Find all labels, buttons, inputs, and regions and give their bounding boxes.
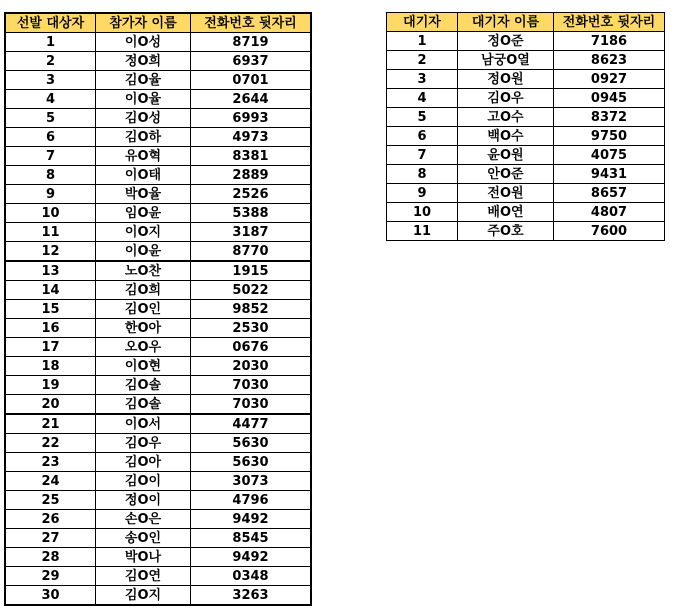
phone-digits-cell: 9750 xyxy=(554,127,665,146)
name-cell: 이O현 xyxy=(96,357,191,376)
phone-digits-cell: 9492 xyxy=(191,548,312,567)
row-number-cell: 28 xyxy=(5,548,96,567)
phone-digits-cell: 6937 xyxy=(191,52,312,71)
phone-digits-cell: 3187 xyxy=(191,223,312,242)
table-row xyxy=(5,395,311,415)
row-number-cell: 6 xyxy=(5,128,96,147)
name-cell: 김O솔 xyxy=(96,395,191,415)
phone-digits-cell: 2644 xyxy=(191,90,312,109)
row-number-cell: 12 xyxy=(5,242,96,262)
row-number-cell: 17 xyxy=(5,338,96,357)
name-cell: 박O율 xyxy=(96,185,191,204)
name-cell: 정O준 xyxy=(458,32,554,51)
phone-digits-cell: 8657 xyxy=(554,184,665,203)
table-row xyxy=(5,147,311,166)
column-header-waiting-number: 대기자 xyxy=(387,13,458,32)
selected-participants-table xyxy=(4,12,312,606)
column-header-phone-last-digits: 전화번호 뒷자리 xyxy=(554,13,665,32)
name-cell: 주O호 xyxy=(458,222,554,241)
name-cell: 정O원 xyxy=(458,70,554,89)
name-cell: 박O나 xyxy=(96,548,191,567)
name-cell: 김O인 xyxy=(96,300,191,319)
table-row xyxy=(5,319,311,338)
name-cell: 정O희 xyxy=(96,52,191,71)
row-number-cell: 6 xyxy=(387,127,458,146)
table-row xyxy=(387,32,665,51)
name-cell: 김O희 xyxy=(96,281,191,300)
table-row xyxy=(387,222,665,241)
phone-digits-cell: 7030 xyxy=(191,376,312,395)
name-cell: 김O율 xyxy=(96,71,191,90)
name-cell: 김O우 xyxy=(96,434,191,453)
phone-digits-cell: 2889 xyxy=(191,166,312,185)
table-row xyxy=(5,586,311,606)
name-cell: 이O율 xyxy=(96,90,191,109)
table-row xyxy=(387,165,665,184)
row-number-cell: 21 xyxy=(5,414,96,434)
phone-digits-cell: 4807 xyxy=(554,203,665,222)
row-number-cell: 19 xyxy=(5,376,96,395)
row-number-cell: 9 xyxy=(387,184,458,203)
table-row xyxy=(5,52,311,71)
column-header-waiting-name: 대기자 이름 xyxy=(458,13,554,32)
phone-digits-cell: 8381 xyxy=(191,147,312,166)
name-cell: 임O윤 xyxy=(96,204,191,223)
phone-digits-cell: 8545 xyxy=(191,529,312,548)
phone-digits-cell: 2530 xyxy=(191,319,312,338)
row-number-cell: 9 xyxy=(5,185,96,204)
phone-digits-cell: 4075 xyxy=(554,146,665,165)
row-number-cell: 7 xyxy=(387,146,458,165)
phone-digits-cell: 6993 xyxy=(191,109,312,128)
table-row xyxy=(5,166,311,185)
name-cell: 배O연 xyxy=(458,203,554,222)
name-cell: 정O이 xyxy=(96,491,191,510)
table-row xyxy=(5,357,311,376)
row-number-cell: 1 xyxy=(387,32,458,51)
table-row xyxy=(5,338,311,357)
table-row xyxy=(387,89,665,108)
phone-digits-cell: 4973 xyxy=(191,128,312,147)
name-cell: 김O성 xyxy=(96,109,191,128)
name-cell: 전O원 xyxy=(458,184,554,203)
name-cell: 백O수 xyxy=(458,127,554,146)
name-cell: 이O윤 xyxy=(96,242,191,262)
row-number-cell: 8 xyxy=(5,166,96,185)
table-row xyxy=(5,491,311,510)
row-number-cell: 2 xyxy=(5,52,96,71)
table-row xyxy=(5,472,311,491)
name-cell: 송O인 xyxy=(96,529,191,548)
name-cell: 이O서 xyxy=(96,414,191,434)
table-row xyxy=(5,128,311,147)
table-header-row xyxy=(5,13,311,33)
table-row xyxy=(5,90,311,109)
table-row xyxy=(5,567,311,586)
table-row xyxy=(5,204,311,223)
row-number-cell: 13 xyxy=(5,261,96,281)
phone-digits-cell: 3073 xyxy=(191,472,312,491)
phone-digits-cell: 8372 xyxy=(554,108,665,127)
phone-digits-cell: 9431 xyxy=(554,165,665,184)
row-number-cell: 3 xyxy=(5,71,96,90)
column-header-selection-number: 선발 대상자 xyxy=(5,13,96,33)
table-row xyxy=(5,548,311,567)
table-row xyxy=(5,300,311,319)
name-cell: 노O찬 xyxy=(96,261,191,281)
row-number-cell: 4 xyxy=(387,89,458,108)
table-row xyxy=(5,434,311,453)
row-number-cell: 5 xyxy=(387,108,458,127)
row-number-cell: 30 xyxy=(5,586,96,606)
name-cell: 손O은 xyxy=(96,510,191,529)
table-row xyxy=(5,510,311,529)
table-row xyxy=(5,223,311,242)
name-cell: 오O우 xyxy=(96,338,191,357)
phone-digits-cell: 9852 xyxy=(191,300,312,319)
table-row xyxy=(387,146,665,165)
row-number-cell: 14 xyxy=(5,281,96,300)
name-cell: 이O지 xyxy=(96,223,191,242)
row-number-cell: 26 xyxy=(5,510,96,529)
table-row xyxy=(387,108,665,127)
name-cell: 이O태 xyxy=(96,166,191,185)
name-cell: 김O이 xyxy=(96,472,191,491)
phone-digits-cell: 4796 xyxy=(191,491,312,510)
selected-table-body xyxy=(5,33,311,606)
phone-digits-cell: 5630 xyxy=(191,453,312,472)
phone-digits-cell: 7600 xyxy=(554,222,665,241)
table-row xyxy=(5,414,311,434)
table-row xyxy=(5,185,311,204)
table-row xyxy=(5,453,311,472)
row-number-cell: 10 xyxy=(387,203,458,222)
column-header-participant-name: 참가자 이름 xyxy=(96,13,191,33)
row-number-cell: 3 xyxy=(387,70,458,89)
row-number-cell: 18 xyxy=(5,357,96,376)
table-row xyxy=(5,33,311,52)
phone-digits-cell: 2030 xyxy=(191,357,312,376)
name-cell: 김O아 xyxy=(96,453,191,472)
name-cell: 김O하 xyxy=(96,128,191,147)
phone-digits-cell: 2526 xyxy=(191,185,312,204)
phone-digits-cell: 5022 xyxy=(191,281,312,300)
row-number-cell: 1 xyxy=(5,33,96,52)
row-number-cell: 7 xyxy=(5,147,96,166)
phone-digits-cell: 7186 xyxy=(554,32,665,51)
table-row xyxy=(387,51,665,70)
phone-digits-cell: 0927 xyxy=(554,70,665,89)
row-number-cell: 22 xyxy=(5,434,96,453)
name-cell: 고O수 xyxy=(458,108,554,127)
name-cell: 김O지 xyxy=(96,586,191,606)
row-number-cell: 24 xyxy=(5,472,96,491)
waiting-list-table xyxy=(386,12,665,241)
table-row xyxy=(387,70,665,89)
row-number-cell: 23 xyxy=(5,453,96,472)
row-number-cell: 29 xyxy=(5,567,96,586)
table-row xyxy=(387,127,665,146)
row-number-cell: 11 xyxy=(387,222,458,241)
table-row xyxy=(5,242,311,262)
phone-digits-cell: 0945 xyxy=(554,89,665,108)
phone-digits-cell: 8623 xyxy=(554,51,665,70)
phone-digits-cell: 5388 xyxy=(191,204,312,223)
row-number-cell: 5 xyxy=(5,109,96,128)
column-header-phone-last-digits: 전화번호 뒷자리 xyxy=(191,13,312,33)
row-number-cell: 27 xyxy=(5,529,96,548)
name-cell: 김O솔 xyxy=(96,376,191,395)
phone-digits-cell: 1915 xyxy=(191,261,312,281)
phone-digits-cell: 7030 xyxy=(191,395,312,415)
phone-digits-cell: 8770 xyxy=(191,242,312,262)
name-cell: 안O준 xyxy=(458,165,554,184)
table-header-row xyxy=(387,13,665,32)
table-row xyxy=(5,261,311,281)
row-number-cell: 2 xyxy=(387,51,458,70)
row-number-cell: 15 xyxy=(5,300,96,319)
table-row xyxy=(5,529,311,548)
row-number-cell: 4 xyxy=(5,90,96,109)
name-cell: 이O성 xyxy=(96,33,191,52)
phone-digits-cell: 0676 xyxy=(191,338,312,357)
row-number-cell: 25 xyxy=(5,491,96,510)
waiting-table-body xyxy=(387,32,665,241)
name-cell: 윤O원 xyxy=(458,146,554,165)
name-cell: 남궁O열 xyxy=(458,51,554,70)
row-number-cell: 20 xyxy=(5,395,96,415)
phone-digits-cell: 5630 xyxy=(191,434,312,453)
table-row xyxy=(5,281,311,300)
table-row xyxy=(5,109,311,128)
name-cell: 한O아 xyxy=(96,319,191,338)
phone-digits-cell: 9492 xyxy=(191,510,312,529)
table-row xyxy=(387,184,665,203)
name-cell: 김O우 xyxy=(458,89,554,108)
phone-digits-cell: 0348 xyxy=(191,567,312,586)
row-number-cell: 8 xyxy=(387,165,458,184)
row-number-cell: 16 xyxy=(5,319,96,338)
table-row xyxy=(5,71,311,90)
table-row xyxy=(387,203,665,222)
phone-digits-cell: 8719 xyxy=(191,33,312,52)
row-number-cell: 10 xyxy=(5,204,96,223)
phone-digits-cell: 4477 xyxy=(191,414,312,434)
row-number-cell: 11 xyxy=(5,223,96,242)
phone-digits-cell: 0701 xyxy=(191,71,312,90)
table-row xyxy=(5,376,311,395)
name-cell: 유O혁 xyxy=(96,147,191,166)
name-cell: 김O연 xyxy=(96,567,191,586)
phone-digits-cell: 3263 xyxy=(191,586,312,606)
